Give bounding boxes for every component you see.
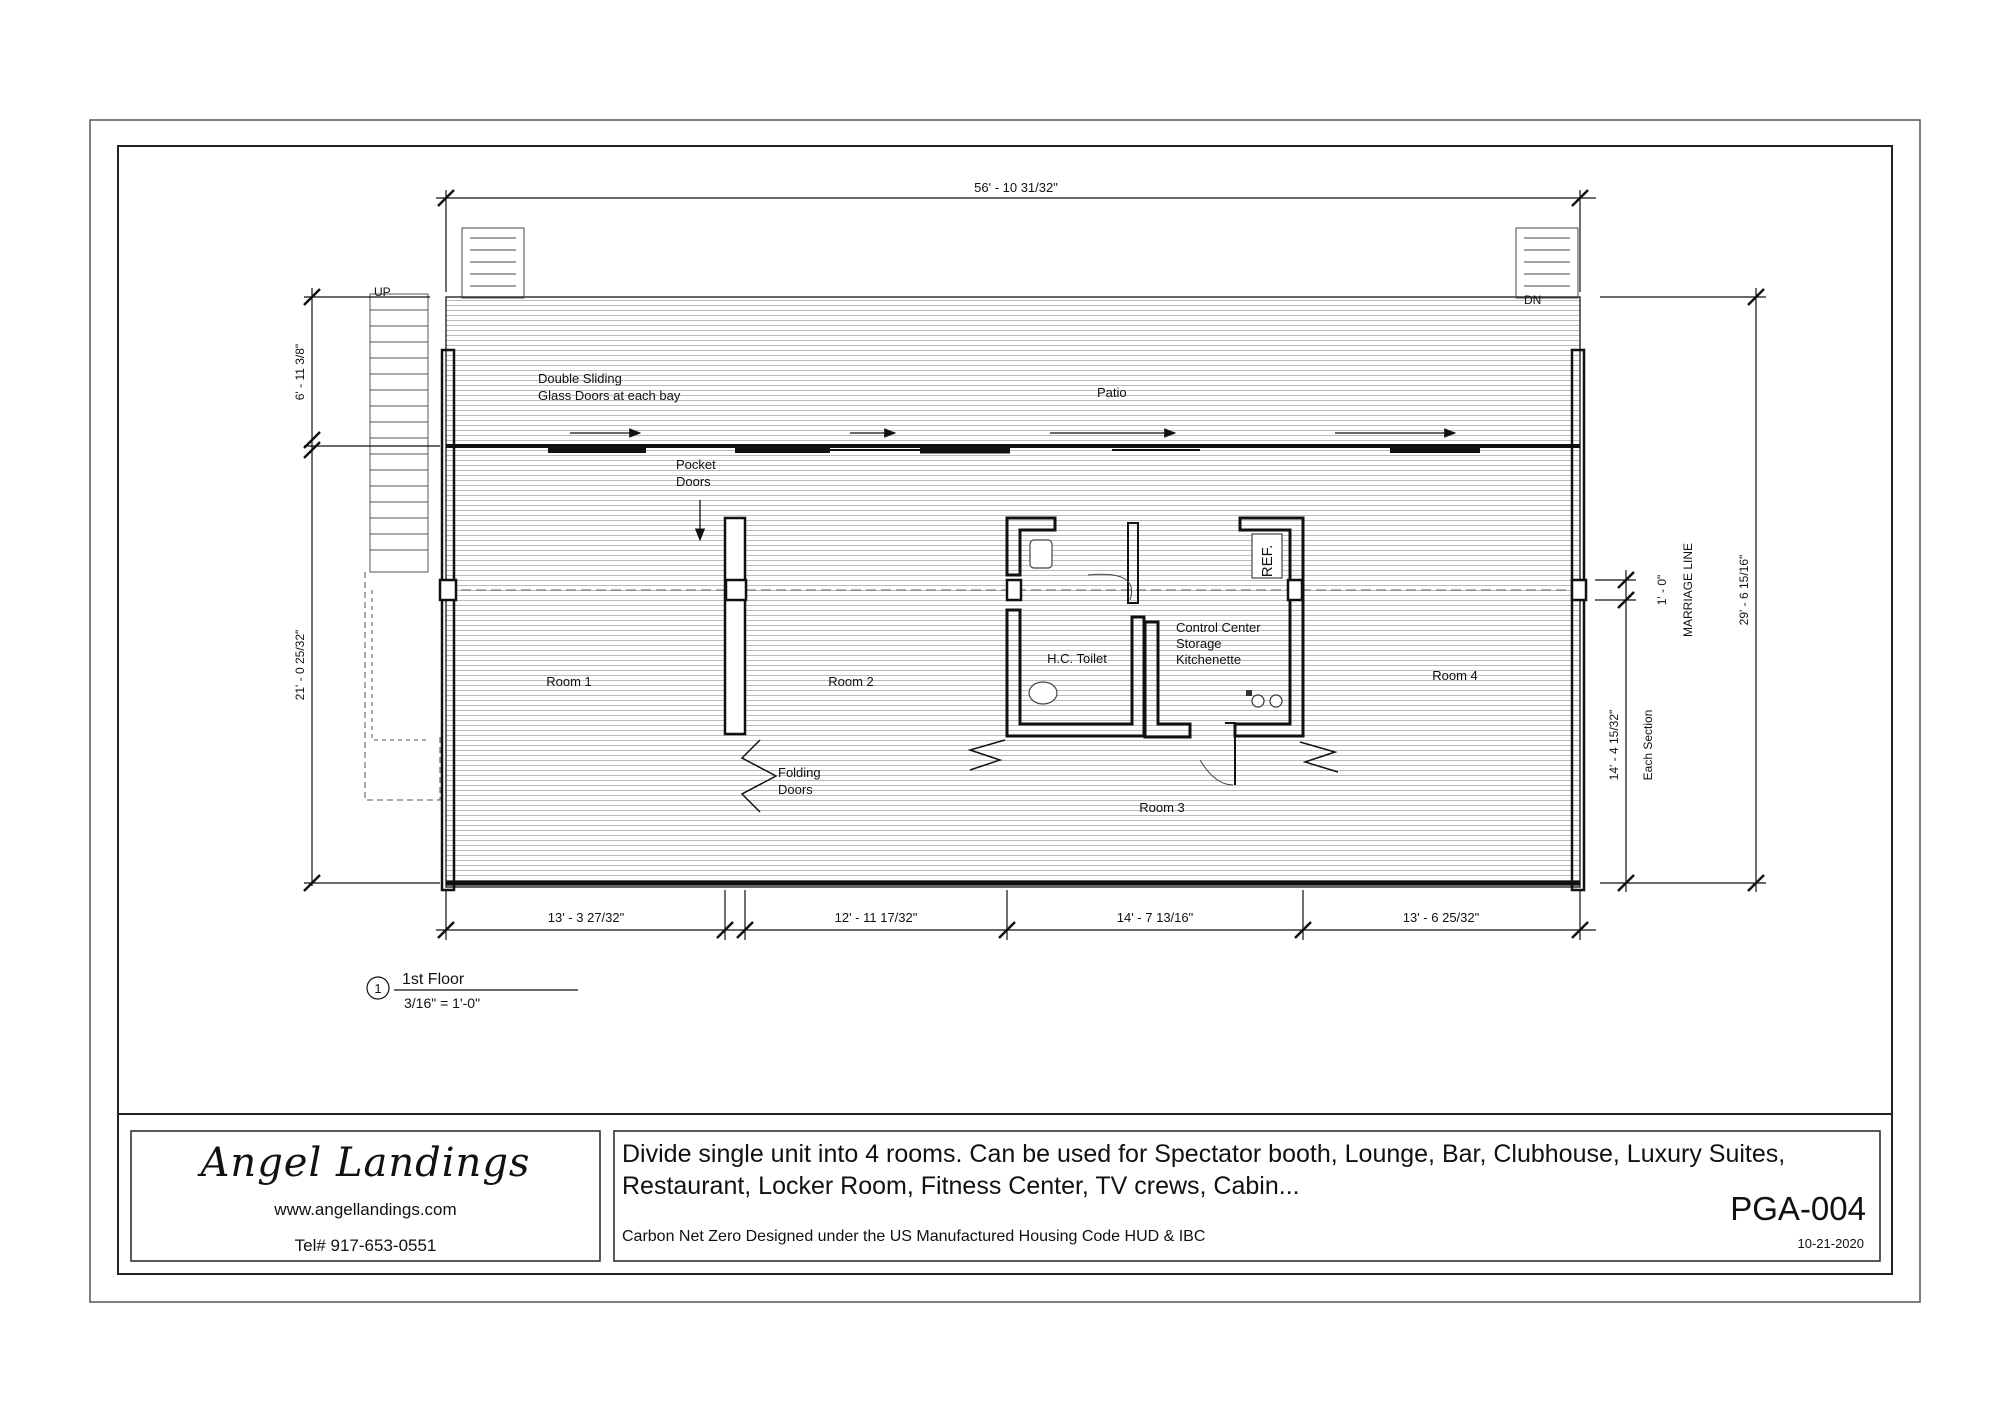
toilet-icon bbox=[1029, 682, 1057, 704]
up-label: UP bbox=[374, 285, 391, 299]
room2-label: Room 2 bbox=[828, 674, 874, 689]
bay1-dimension: 13' - 3 27/32" bbox=[547, 910, 625, 925]
view-title bbox=[367, 971, 578, 1011]
column bbox=[1007, 580, 1021, 600]
left-stairs bbox=[365, 294, 440, 800]
burner-icon bbox=[1252, 695, 1264, 707]
toilet-label: H.C. Toilet bbox=[1047, 651, 1107, 666]
patio-label: Patio bbox=[1097, 385, 1127, 400]
top-right-stairs bbox=[1516, 228, 1578, 298]
folding-doors-label-line1: Folding bbox=[778, 765, 821, 780]
kitchenette-label: Kitchenette bbox=[1176, 652, 1242, 667]
control-center-label: Control Center bbox=[1176, 620, 1261, 635]
marriage-line-label: MARRIAGE LINE bbox=[1681, 542, 1695, 638]
column bbox=[726, 580, 746, 600]
top-left-stairs bbox=[462, 228, 524, 298]
each-section-label: Each Section bbox=[1641, 709, 1655, 781]
burner-icon bbox=[1270, 695, 1282, 707]
room3-label: Room 3 bbox=[1139, 800, 1185, 815]
logo-text: Angel Landings bbox=[200, 1140, 531, 1186]
phone-text: Tel# 917-653-0551 bbox=[294, 1236, 437, 1255]
column bbox=[1572, 580, 1586, 600]
pocket-door-wall bbox=[725, 518, 745, 734]
bay3-dimension: 14' - 7 13/16" bbox=[1116, 910, 1194, 925]
view-name: 1st Floor bbox=[402, 971, 465, 988]
sheet-number: PGA-004 bbox=[1730, 1190, 1866, 1227]
ref-label: REF. bbox=[1259, 544, 1276, 578]
overall-depth-dimension: 29' - 6 15/16" bbox=[1737, 554, 1751, 626]
patio-depth-dimension: 6' - 11 3/8" bbox=[293, 343, 307, 401]
sink-icon bbox=[1030, 540, 1052, 568]
overall-width-dimension: 56' - 10 31/32" bbox=[974, 180, 1058, 195]
description-text: Divide single unit into 4 rooms. Can be used for Spectator booth, Lounge, Bar, Clubhouse, Luxury Suites, Restaurant, Locker Room, Fitness Center, TV crews, Cabin... bbox=[622, 1140, 1786, 1200]
dn-label: DN bbox=[1524, 293, 1542, 307]
floor-plan bbox=[365, 228, 1586, 890]
room1-label: Room 1 bbox=[546, 674, 592, 689]
sliding-doors-label-line1: Double Sliding bbox=[538, 371, 622, 386]
website-text: www.angellandings.com bbox=[274, 1200, 457, 1219]
sliding-doors-label-line2: Glass Doors at each bay bbox=[538, 388, 681, 403]
pocket-doors-label-line2: Doors bbox=[676, 474, 711, 489]
column bbox=[440, 580, 456, 600]
column bbox=[1288, 580, 1302, 600]
bay2-dimension: 12' - 11 17/32" bbox=[834, 910, 918, 925]
note-text: Carbon Net Zero Designed under the US Manufactured Housing Code HUD & IBC bbox=[622, 1228, 1206, 1245]
section-depth-dimension: 14' - 4 15/32" bbox=[1607, 709, 1621, 781]
pocket-doors-label-line1: Pocket bbox=[676, 457, 716, 472]
storage-label: Storage bbox=[1176, 636, 1222, 651]
room4-label: Room 4 bbox=[1432, 668, 1478, 683]
view-scale: 3/16" = 1'-0" bbox=[404, 995, 481, 1011]
bay4-dimension: 13' - 6 25/32" bbox=[1402, 910, 1480, 925]
date-text: 10-21-2020 bbox=[1797, 1236, 1864, 1251]
view-number: 1 bbox=[374, 981, 382, 996]
marriage-offset-dimension: 1' - 0" bbox=[1655, 574, 1669, 606]
folding-doors-label-line2: Doors bbox=[778, 782, 813, 797]
sink-tap-icon bbox=[1246, 690, 1252, 696]
room-depth-dimension: 21' - 0 25/32" bbox=[293, 629, 307, 701]
